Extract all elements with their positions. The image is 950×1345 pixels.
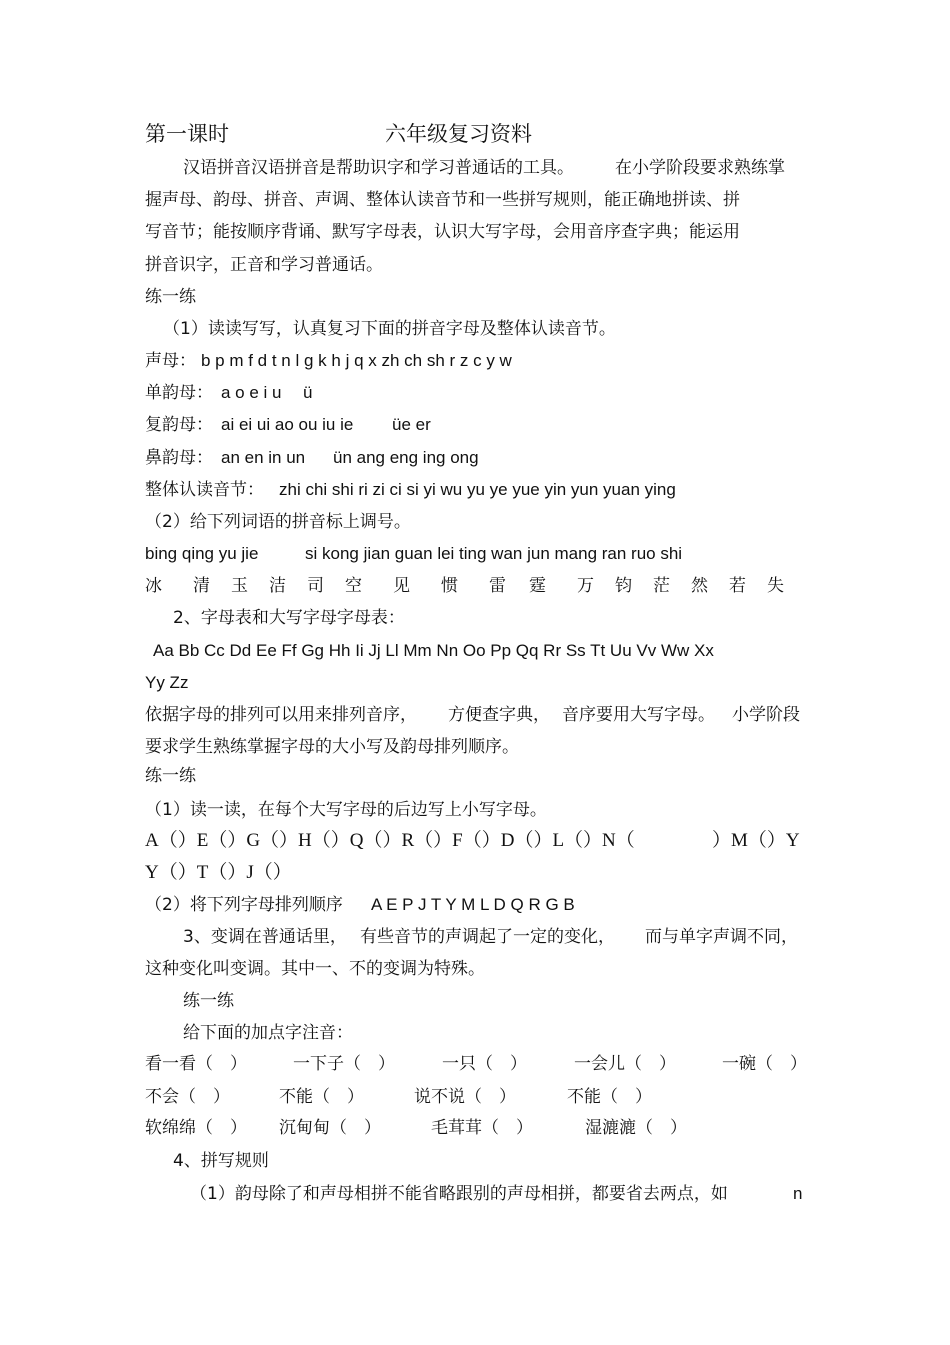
section2-note-1a: 依据字母的排列可以用来排列音序， [145,705,417,725]
section3-instruction: 给下面的加点字注音： [183,1023,353,1043]
lesson-label: 第一课时 [145,122,229,146]
idiom-char: 钧 [615,576,632,596]
whole-syllables-list: zhi chi shi ri zi ci si yi wu yu ye yue yin yun yuan ying [279,480,676,499]
compound-finals-label: 复韵母： [145,415,213,435]
tone-item: 不会（ ） [145,1087,230,1107]
intro-line-1b: 在小学阶段要求熟练掌 [615,158,785,178]
nasal-finals-list: an en in un [221,448,306,467]
tone-item: 沉甸甸（ ） [279,1118,381,1138]
page-title: 六年级复习资料 [385,122,532,146]
practice1-question-2: （2）给下列词语的拼音标上调号。 [145,512,411,532]
tone-item: 一下子（ ） [293,1054,395,1074]
single-finals-list: a o e i u [221,383,282,402]
section-4-heading: 4、拼写规则 [173,1151,269,1171]
idiom-char: 雷 [489,576,506,596]
idiom-char: 失 [767,576,784,596]
idiom-char: 见 [393,576,410,596]
idiom-char: 茫 [653,576,670,596]
letters-row-2: Y（）T（）J（） [145,862,292,883]
idiom-char: 万 [577,576,594,596]
compound-finals-list: ai ei ui ao ou iu ie [221,415,354,434]
tone-item: 看一看（ ） [145,1054,247,1074]
initials-label: 声母： [145,351,196,371]
pinyin-line-b: si kong jian guan lei ting wan jun mang ran ruo shi [305,544,683,563]
whole-syllables-label: 整体认读音节： [145,480,264,500]
idiom-char: 清 [193,576,210,596]
tone-item: 不能（ ） [279,1087,364,1107]
letters-row-1-end: ）M（）Y [712,830,800,851]
nasal-finals-list-b: ün ang eng ing ong [333,448,479,467]
alphabet-line-2: Yy Zz [145,673,189,692]
alphabet-line-1: Aa Bb Cc Dd Ee Ff Gg Hh Ii Jj Ll Mm Nn Oo Pp Qq Rr Ss Tt Uu Vv Ww Xx [153,641,714,660]
idiom-char: 霆 [529,576,546,596]
idiom-char: 司 [307,576,324,596]
idiom-char: 洁 [269,576,286,596]
idiom-char: 冰 [145,576,162,596]
idiom-char: 惯 [441,576,458,596]
section-2-heading: 2、字母表和大写字母字母表： [173,608,405,628]
tone-item: 一会儿（ ） [574,1054,676,1074]
section3-line-1b: 有些音节的声调起了一定的变化， [360,927,615,947]
compound-finals-list-b: üe er [392,415,431,434]
section2-note-1c: 音序要用大写字母。 [562,705,715,725]
practice-heading-3: 练一练 [183,991,234,1011]
section2-note-2: 要求学生熟练掌握字母的大小写及韵母排列顺序。 [145,737,519,757]
idiom-char: 然 [691,576,708,596]
section2-note-1d: 小学阶段 [732,705,800,725]
tone-item: 湿漉漉（ ） [585,1118,687,1138]
intro-line-2: 握声母、韵母、拼音、声调、整体认读音节和一些拼写规则，能正确地拼读、拼 [145,190,740,210]
practice-heading-2: 练一练 [145,766,196,786]
tone-item: 一只（ ） [442,1054,527,1074]
pinyin-line-a: bing qing yu jie [145,544,259,563]
idiom-char: 空 [345,576,362,596]
tone-item: 说不说（ ） [414,1087,516,1107]
nasal-finals-label: 鼻韵母： [145,448,213,468]
spelling-rule-1: （1）韵母除了和声母相拼不能省略跟别的声母相拼，都要省去两点，如 [190,1184,728,1204]
letters-row-1: A（）E（）G（）H（）Q（）R（）F（）D（）L（）N（ [145,830,635,851]
initials-list: b p m f d t n l g k h j q x zh ch sh r z c y w [201,351,512,370]
section2-note-1b: 方便查字典， [448,705,550,725]
tone-item: 软绵绵（ ） [145,1118,247,1138]
intro-line-4: 拼音识字，正音和学习普通话。 [145,255,383,275]
tone-item: 不能（ ） [567,1087,652,1107]
idiom-char: 若 [729,576,746,596]
spelling-rule-1-end: n [793,1184,803,1203]
single-finals-u: ü [303,383,313,402]
single-finals-label: 单韵母： [145,383,213,403]
section3-line-1c: 而与单字声调不同， [645,927,798,947]
section3-line-1a: 3、变调在普通话里， [183,927,347,947]
section3-line-2: 这种变化叫变调。其中一、不的变调为特殊。 [145,959,485,979]
tone-item: 一碗（ ） [722,1054,807,1074]
idiom-char: 玉 [231,576,248,596]
practice2-question-2: （2）将下列字母排列顺序 [145,895,343,915]
practice2-question-1: （1）读一读，在每个大写字母的后边写上小写字母。 [145,800,547,820]
intro-line-1a: 汉语拼音汉语拼音是帮助识字和学习普通话的工具。 [183,158,574,178]
practice-heading-1: 练一练 [145,287,196,307]
letters-to-sort: A E P J T Y M L D Q R G B [371,895,575,914]
intro-line-3: 写音节；能按顺序背诵、默写字母表，认识大写字母，会用音序查字典；能运用 [145,222,740,242]
practice1-question-1: （1）读读写写，认真复习下面的拼音字母及整体认读音节。 [163,319,616,339]
tone-item: 毛茸茸（ ） [431,1118,533,1138]
